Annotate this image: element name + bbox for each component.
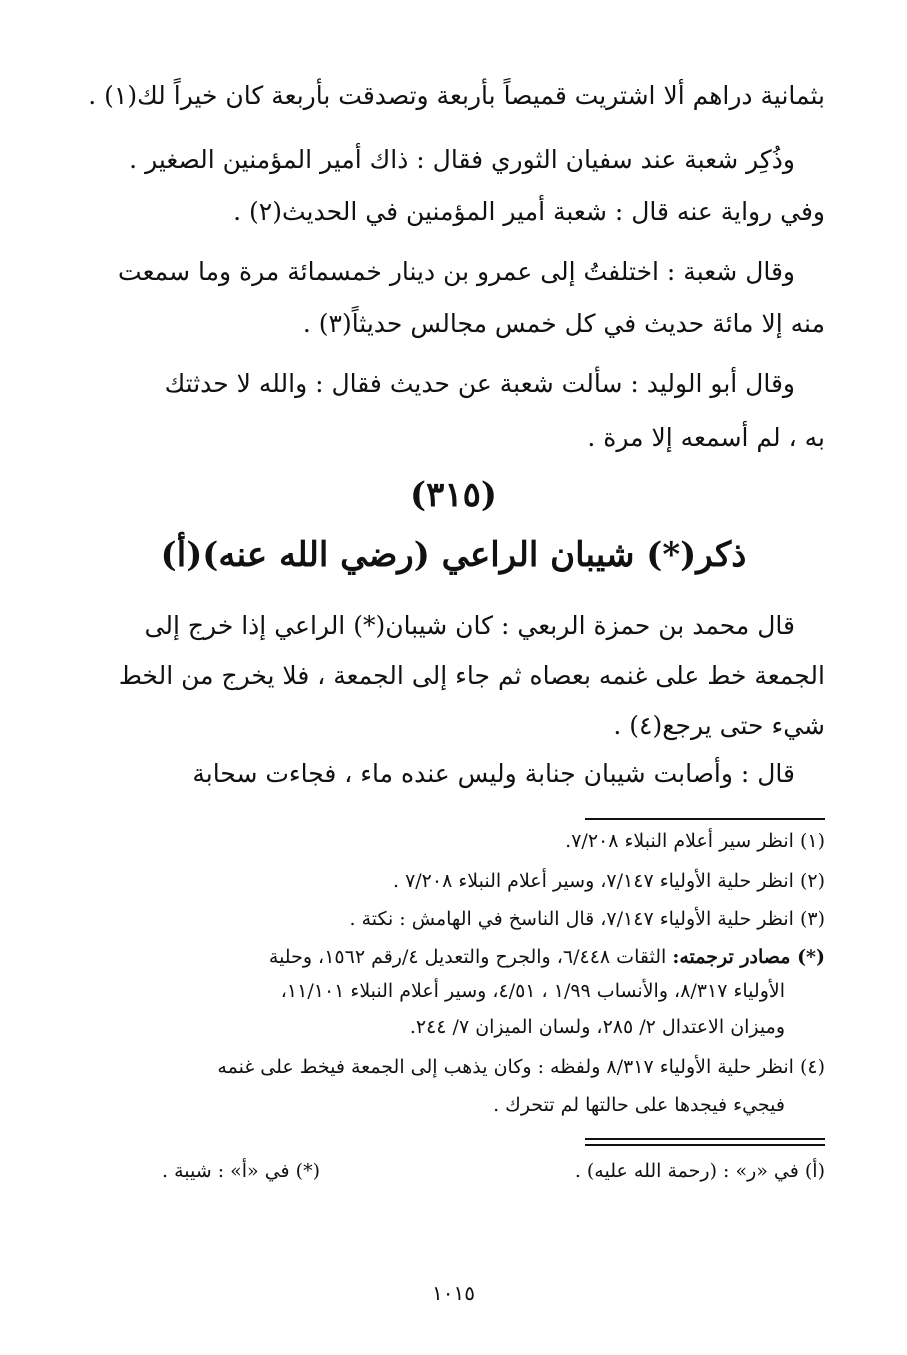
variant-separator-top [585,1138,825,1140]
variant-note-left: (*) في «أ» : شيبة . [162,1160,320,1182]
body-line-7: به ، لم أسمعه إلا مرة . [587,423,825,452]
variant-separator-bottom [585,1144,825,1146]
body-line-2: وذُكِر شعبة عند سفيان الثوري فقال : ذاك أمير المؤمنين الصغير . [129,145,795,174]
footnote-star-cont-2: وميزان الاعتدال ٢/ ٢٨٥، ولسان الميزان ٧/ ٢٤٤. [409,1016,785,1038]
section-title: ذكر(*) شيبان الراعي (رضي الله عنه)(أ) [160,535,747,575]
page-number: ١٠١٥ [432,1281,475,1305]
footnote-star-label: (*) مصادر ترجمته: [672,946,825,968]
footnote-2: (٢) انظر حلية الأولياء ٧/١٤٧، وسير أعلام النبلاء ٧/٢٠٨ . [392,870,825,892]
footnote-4: (٤) انظر حلية الأولياء ٨/٣١٧ ولفظه : وكان يذهب إلى الجمعة فيخط على غنمه [217,1056,825,1078]
body-line-5: منه إلا مائة حديث في كل خمس مجالس حديثاً(٣) . [302,309,825,338]
body-line-1: بثمانية دراهم ألا اشتريت قميصاً بأربعة وتصدقت بأربعة كان خيراً لك(١) . [88,81,825,110]
body-line-9: الجمعة خط على غنمه بعصاه ثم جاء إلى الجمعة ، فلا يخرج من الخط [118,661,825,690]
footnote-separator [585,818,825,820]
body-line-8: قال محمد بن حمزة الربعي : كان شيبان(*) الراعي إذا خرج إلى [144,611,795,640]
body-line-4: وقال شعبة : اختلفتُ إلى عمرو بن دينار خمسمائة مرة وما سمعت [118,257,795,286]
variant-note-right: (أ) في «ر» : (رحمة الله عليه) . [574,1160,825,1182]
footnote-4-cont: فيجيء فيجدها على حالتها لم تتحرك . [493,1094,785,1116]
footnote-star [118,942,825,972]
footnote-star-text: الثقات ٦/٤٤٨، والجرح والتعديل ٤/رقم ١٥٦٢، وحلية [268,946,667,968]
footnote-1: (١) انظر سير أعلام النبلاء ٧/٢٠٨. [565,830,825,852]
footnote-star-cont-1: الأولياء ٨/٣١٧، والأنساب ١/٩٩ ، ٤/٥١، وسير أعلام النبلاء ١١/١٠١، [280,980,785,1002]
footnote-3: (٣) انظر حلية الأولياء ٧/١٤٧، قال الناسخ في الهامش : نكتة . [349,908,825,930]
body-line-11: قال : وأصابت شيبان جنابة وليس عنده ماء ، فجاءت سحابة [192,759,795,788]
body-line-6: وقال أبو الوليد : سألت شعبة عن حديث فقال : والله لا حدثتك [164,369,795,398]
body-line-3: وفي رواية عنه قال : شعبة أمير المؤمنين في الحديث(٢) . [233,197,825,226]
section-number: (٣١٥) [410,475,497,515]
body-line-10: شيء حتى يرجع(٤) . [613,711,825,740]
